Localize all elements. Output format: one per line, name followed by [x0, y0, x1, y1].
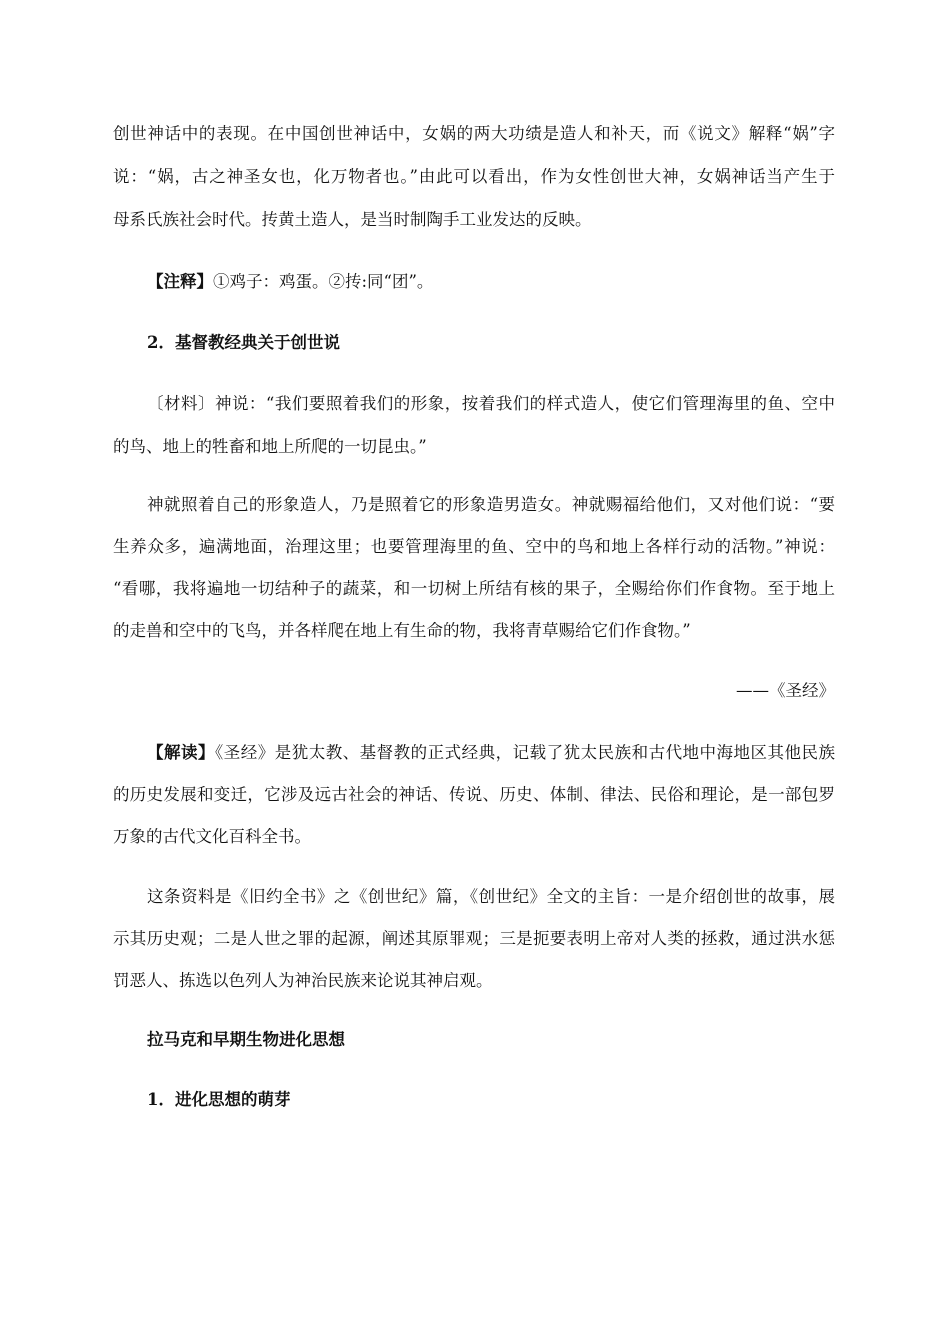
interpretation-line [147, 743, 835, 763]
interpretation-label: 【解读】 [147, 743, 215, 762]
paragraph-line: 神就照着自己的形象造人，乃是照着它的形象造男造女。神就赐福给他们，又对他们说：“要 [147, 495, 835, 514]
paragraph-line: 说：“娲，古之神圣女也，化万物者也。”由此可以看出，作为女性创世大神，女娲神话当产生于 [113, 167, 835, 186]
interpretation-text: 《圣经》是犹太教、基督教的正式经典，记载了犹太民族和古代地中海地区其他民族 [214, 743, 835, 762]
note-label: 【注释】 [147, 272, 213, 291]
paragraph-line: 的走兽和空中的飞鸟，并各样爬在地上有生命的物，我将青草赐给它们作食物。” [113, 621, 691, 640]
note-text: ①鸡子：鸡蛋。②抟:同“团”。 [213, 272, 434, 291]
paragraph-line: 这条资料是《旧约全书》之《创世纪》篇，《创世纪》全文的主旨：一是介绍创世的故事，展 [147, 887, 835, 906]
material-line: 的鸟、地上的牲畜和地上所爬的一切昆虫。” [113, 437, 427, 456]
subsection-heading: 1．进化思想的萌芽 [147, 1090, 291, 1109]
section-heading: 拉马克和早期生物进化思想 [147, 1030, 345, 1049]
material-line: 〔材料〕神说：“我们要照着我们的形象，按着我们的样式造人，使它们管理海里的鱼、空中 [147, 394, 835, 413]
interpretation-line: 万象的古代文化百科全书。 [113, 827, 311, 846]
paragraph-line: 示其历史观；二是人世之罪的起源，阐述其原罪观；三是扼要表明上帝对人类的拯救，通过洪水惩 [113, 929, 835, 948]
paragraph-line: 创世神话中的表现。在中国创世神话中，女娲的两大功绩是造人和补天，而《说文》解释“娲”字 [113, 124, 835, 143]
paragraph-line: 罚恶人、拣选以色列人为神治民族来论说其神启观。 [113, 971, 493, 990]
paragraph-line: 生养众多，遍满地面，治理这里；也要管理海里的鱼、空中的鸟和地上各样行动的活物。”神说： [113, 537, 835, 556]
note-paragraph [147, 272, 835, 292]
paragraph-line: 母系氏族社会时代。抟黄土造人，是当时制陶手工业发达的反映。 [113, 210, 592, 229]
source-citation: ——《圣经》 [736, 681, 835, 700]
interpretation-line: 的历史发展和变迁，它涉及远古社会的神话、传说、历史、体制、律法、民俗和理论，是一部包罗 [113, 785, 835, 804]
section-heading: 2．基督教经典关于创世说 [147, 333, 340, 352]
paragraph-line: “看哪，我将遍地一切结种子的蔬菜，和一切树上所结有核的果子，全赐给你们作食物。至于地上 [113, 579, 835, 598]
